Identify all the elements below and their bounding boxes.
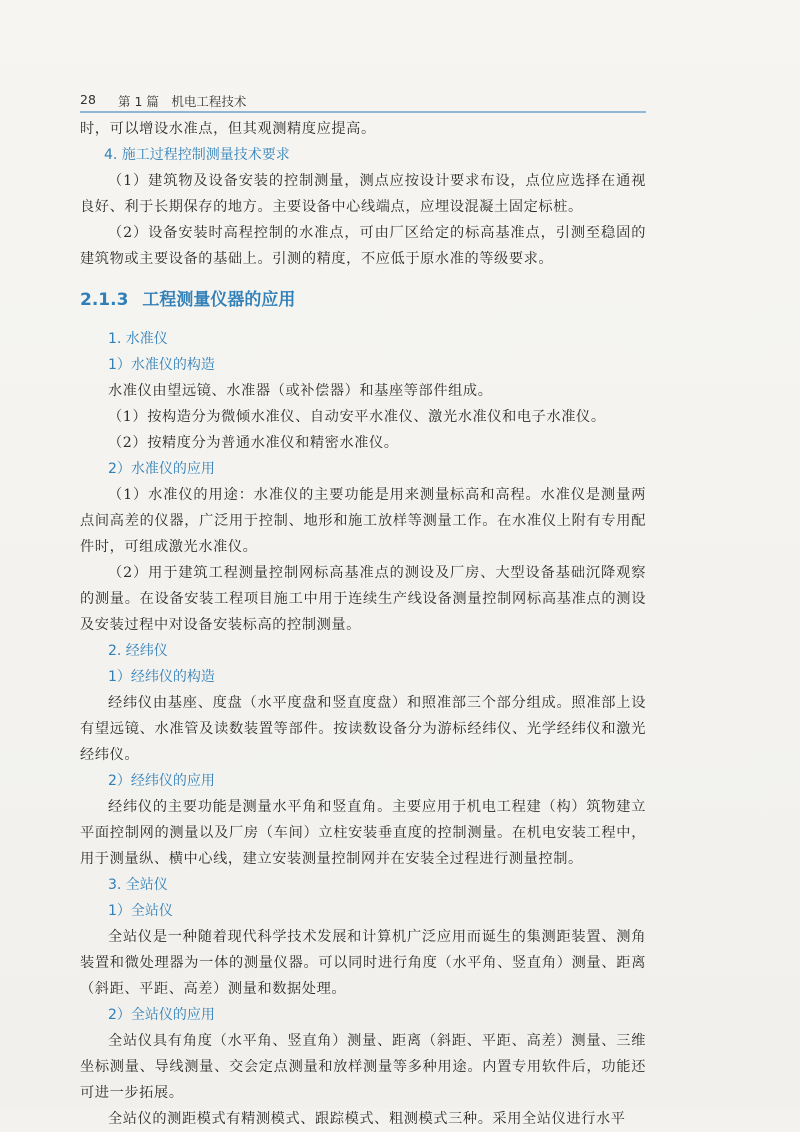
list-item: 水准仪由望远镜、水准器（或补偿器）和基座等部件组成。 <box>108 383 493 399</box>
minor-heading: 1）经纬仪的构造 <box>108 669 215 685</box>
list-item: （1）按构造分为微倾水准仪、自动安平水准仪、激光水准仪和电子水准仪。 <box>108 409 606 425</box>
paragraph: （2）设备安装时高程控制的水准点，可由厂区给定的标高基准点，引测至稳固的建筑物或主要设备的基础上。引测的精度，不应低于原水准的等级要求。 <box>80 225 646 267</box>
subsection-heading: 1. 水准仪 <box>108 331 168 347</box>
paragraph: 全站仪的测距模式有精测模式、跟踪模式、粗测模式三种。采用全站仪进行水平 <box>108 1111 626 1127</box>
minor-heading: 2）经纬仪的应用 <box>108 773 215 789</box>
body-text <box>80 116 646 1132</box>
paragraph: （2）用于建筑工程测量控制网标高基准点的测设及厂房、大型设备基础沉降观察的测量。在设备安装工程项目施工中用于连续生产线设备测量控制网标高基准点的测设及安装过程中对设备安装标高的控制测量。 <box>80 565 646 633</box>
subsection-heading: 2. 经纬仪 <box>108 643 168 659</box>
section-title: 工程测量仪器的应用 <box>142 290 296 310</box>
paragraph: （1）水准仪的用途：水准仪的主要功能是用来测量标高和高程。水准仪是测量两点间高差的仪器，广泛用于控制、地形和施工放样等测量工作。在水准仪上附有专用配件时，可组成激光水准仪。 <box>80 487 646 555</box>
paragraph: 经纬仪由基座、度盘（水平度盘和竖直度盘）和照准部三个部分组成。照准部上设有望远镜、水准管及读数装置等部件。按读数设备分为游标经纬仪、光学经纬仪和激光经纬仪。 <box>80 695 646 763</box>
chapter-title: 第 1 篇 机电工程技术 <box>118 94 247 109</box>
page-number: 28 <box>80 92 96 107</box>
header-rule <box>80 111 646 113</box>
subsection-heading: 4. 施工过程控制测量技术要求 <box>104 147 290 163</box>
subsection-heading: 3. 全站仪 <box>108 877 168 893</box>
paragraph: 全站仪是一种随着现代科学技术发展和计算机广泛应用而诞生的集测距装置、测角装置和微处理器为一体的测量仪器。可以同时进行角度（水平角、竖直角）测量、距离（斜距、平距、高差）测量和数据处理。 <box>80 929 646 997</box>
running-header <box>80 88 646 112</box>
minor-heading: 1）全站仪 <box>108 903 173 919</box>
paragraph: 时，可以增设水准点，但其观测精度应提高。 <box>80 121 376 137</box>
minor-heading: 1）水准仪的构造 <box>108 357 215 373</box>
section-number: 2.1.3 <box>80 290 129 310</box>
section-heading <box>80 278 646 322</box>
list-item: （2）按精度分为普通水准仪和精密水准仪。 <box>108 435 399 451</box>
paragraph: （1）建筑物及设备安装的控制测量，测点应按设计要求布设，点位应选择在通视良好、利于长期保存的地方。主要设备中心线端点，应埋设混凝土固定标桩。 <box>80 173 646 215</box>
minor-heading: 2）全站仪的应用 <box>108 1007 215 1023</box>
minor-heading: 2）水准仪的应用 <box>108 461 215 477</box>
paragraph: 经纬仪的主要功能是测量水平角和竖直角。主要应用于机电工程建（构）筑物建立平面控制网的测量以及厂房（车间）立柱安装垂直度的控制测量。在机电安装工程中，用于测量纵、横中心线，建立安装测量控制网并在安装全过程进行测量控制。 <box>80 799 646 867</box>
paragraph: 全站仪具有角度（水平角、竖直角）测量、距离（斜距、平距、高差）测量、三维坐标测量、导线测量、交会定点测量和放样测量等多种用途。内置专用软件后，功能还可进一步拓展。 <box>80 1033 646 1101</box>
